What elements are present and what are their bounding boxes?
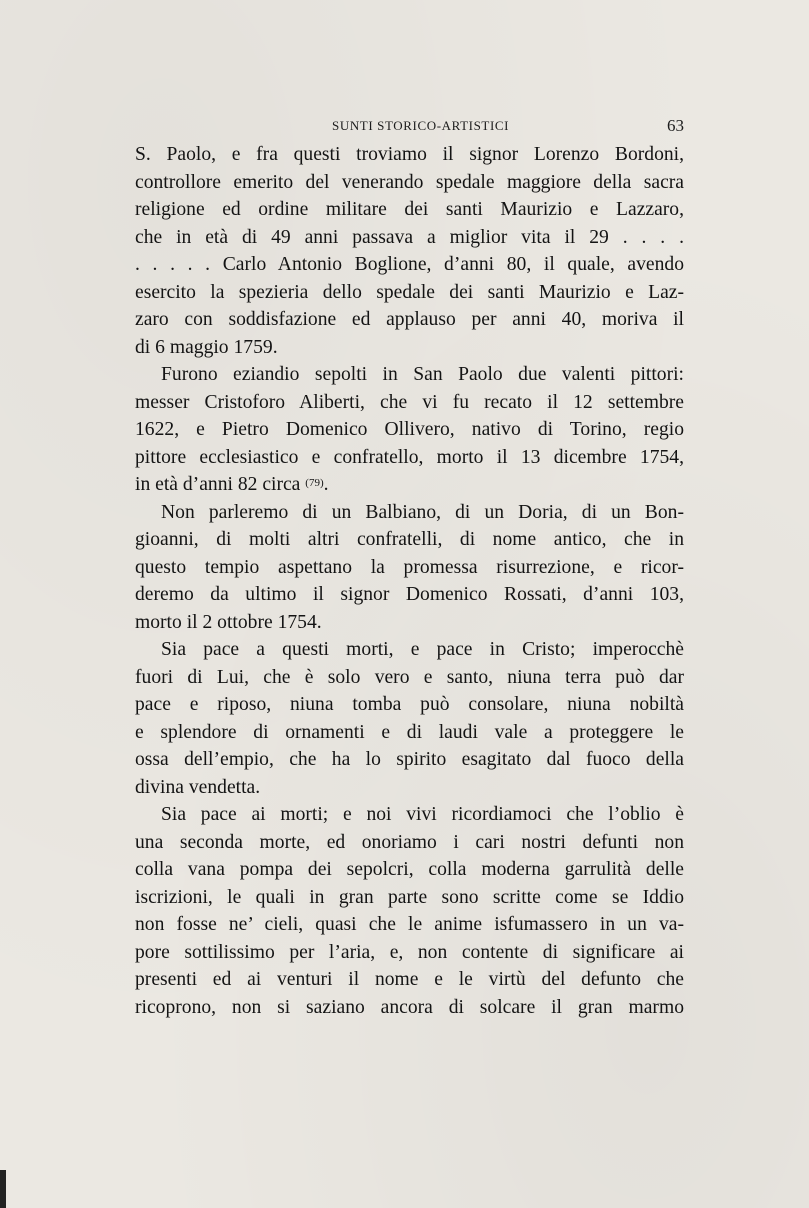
text-line: religione ed ordine militare dei santi Maurizio e Lazzaro, bbox=[135, 199, 684, 220]
text-line: non fosse ne’ cieli, quasi che le anime isfumassero in un va- bbox=[135, 914, 684, 935]
text-line: colla vana pompa dei sepolcri, colla moderna garrulità delle bbox=[135, 859, 684, 880]
text-line: che in età di 49 anni passava a miglior vita il 29 . . . . bbox=[135, 226, 684, 248]
page-number: 63 bbox=[667, 116, 684, 135]
text-line: Non parleremo di un Balbiano, di un Doria, di un Bon- bbox=[161, 501, 684, 523]
text-line: e splendore di ornamenti e di laudi vale a proteggere le bbox=[135, 721, 684, 743]
text-line: 1622, e Pietro Domenico Ollivero, nativo di Torino, regio bbox=[135, 419, 684, 440]
text-line: di 6 maggio 1759. bbox=[135, 336, 278, 358]
text-line: deremo da ultimo il signor Domenico Rossati, d’anni 103, bbox=[135, 584, 684, 605]
text-line: in età d’anni 82 circa bbox=[135, 474, 301, 495]
running-head: SUNTI STORICO-ARTISTICI bbox=[332, 118, 510, 133]
text-line: fuori di Lui, che è solo vero e santo, niuna terra può dar bbox=[135, 666, 684, 688]
text-line: pace e riposo, niuna tomba può consolare, niuna nobiltà bbox=[135, 694, 684, 715]
text-line-with-footnote bbox=[135, 471, 684, 499]
text-line: presenti ed ai venturi il nome e le virtù del defunto che bbox=[135, 969, 684, 990]
text-line: Sia pace ai morti; e noi vivi ricordiamoci che l’oblio è bbox=[161, 804, 684, 825]
text-line: ossa dell’empio, che ha lo spirito esagitato dal fuoco della bbox=[135, 749, 684, 770]
text-line: Sia pace a questi morti, e pace in Cristo; imperocchè bbox=[161, 639, 684, 660]
text-line: iscrizioni, le quali in gran parte sono scritte come se Iddio bbox=[135, 886, 684, 908]
text-line: pittore ecclesiastico e confratello, morto il 13 dicembre 1754, bbox=[135, 446, 684, 468]
text-line: Furono eziandio sepolti in San Paolo due valenti pittori: bbox=[161, 364, 684, 385]
footnote-tail: . bbox=[323, 474, 329, 495]
text-line: gioanni, di molti altri confratelli, di nome antico, che in bbox=[135, 529, 684, 550]
text-line: controllore emerito del venerando spedale maggiore della sacra bbox=[135, 171, 684, 193]
text-line: questo tempio aspettano la promessa risurrezione, e ricor- bbox=[135, 556, 684, 578]
text-line: una seconda morte, ed onoriamo i cari nostri defunti non bbox=[135, 831, 684, 853]
text-line: ricoprono, non si saziano ancora di solcare il gran marmo bbox=[135, 996, 684, 1018]
text-line: S. Paolo, e fra questi troviamo il signor Lorenzo Bordoni, bbox=[135, 144, 684, 165]
footnote-reference: (79) bbox=[305, 477, 324, 489]
text-line: esercito la spezieria dello spedale dei santi Maurizio e Laz- bbox=[135, 281, 684, 303]
page-header bbox=[135, 118, 684, 138]
text-line: messer Cristoforo Aliberti, che vi fu recato il 12 settembre bbox=[135, 391, 684, 413]
text-line: . . . . . Carlo Antonio Boglione, d’anni 80, il quale, avendo bbox=[135, 254, 684, 275]
body-text bbox=[135, 141, 684, 1021]
text-line: zaro con soddisfazione ed applauso per anni 40, moriva il bbox=[135, 309, 684, 330]
text-line: morto il 2 ottobre 1754. bbox=[135, 611, 322, 633]
scan-edge-shadow bbox=[0, 1170, 6, 1208]
text-line: pore sottilissimo per l’aria, e, non contente di significare ai bbox=[135, 941, 684, 963]
text-line: divina vendetta. bbox=[135, 776, 261, 798]
